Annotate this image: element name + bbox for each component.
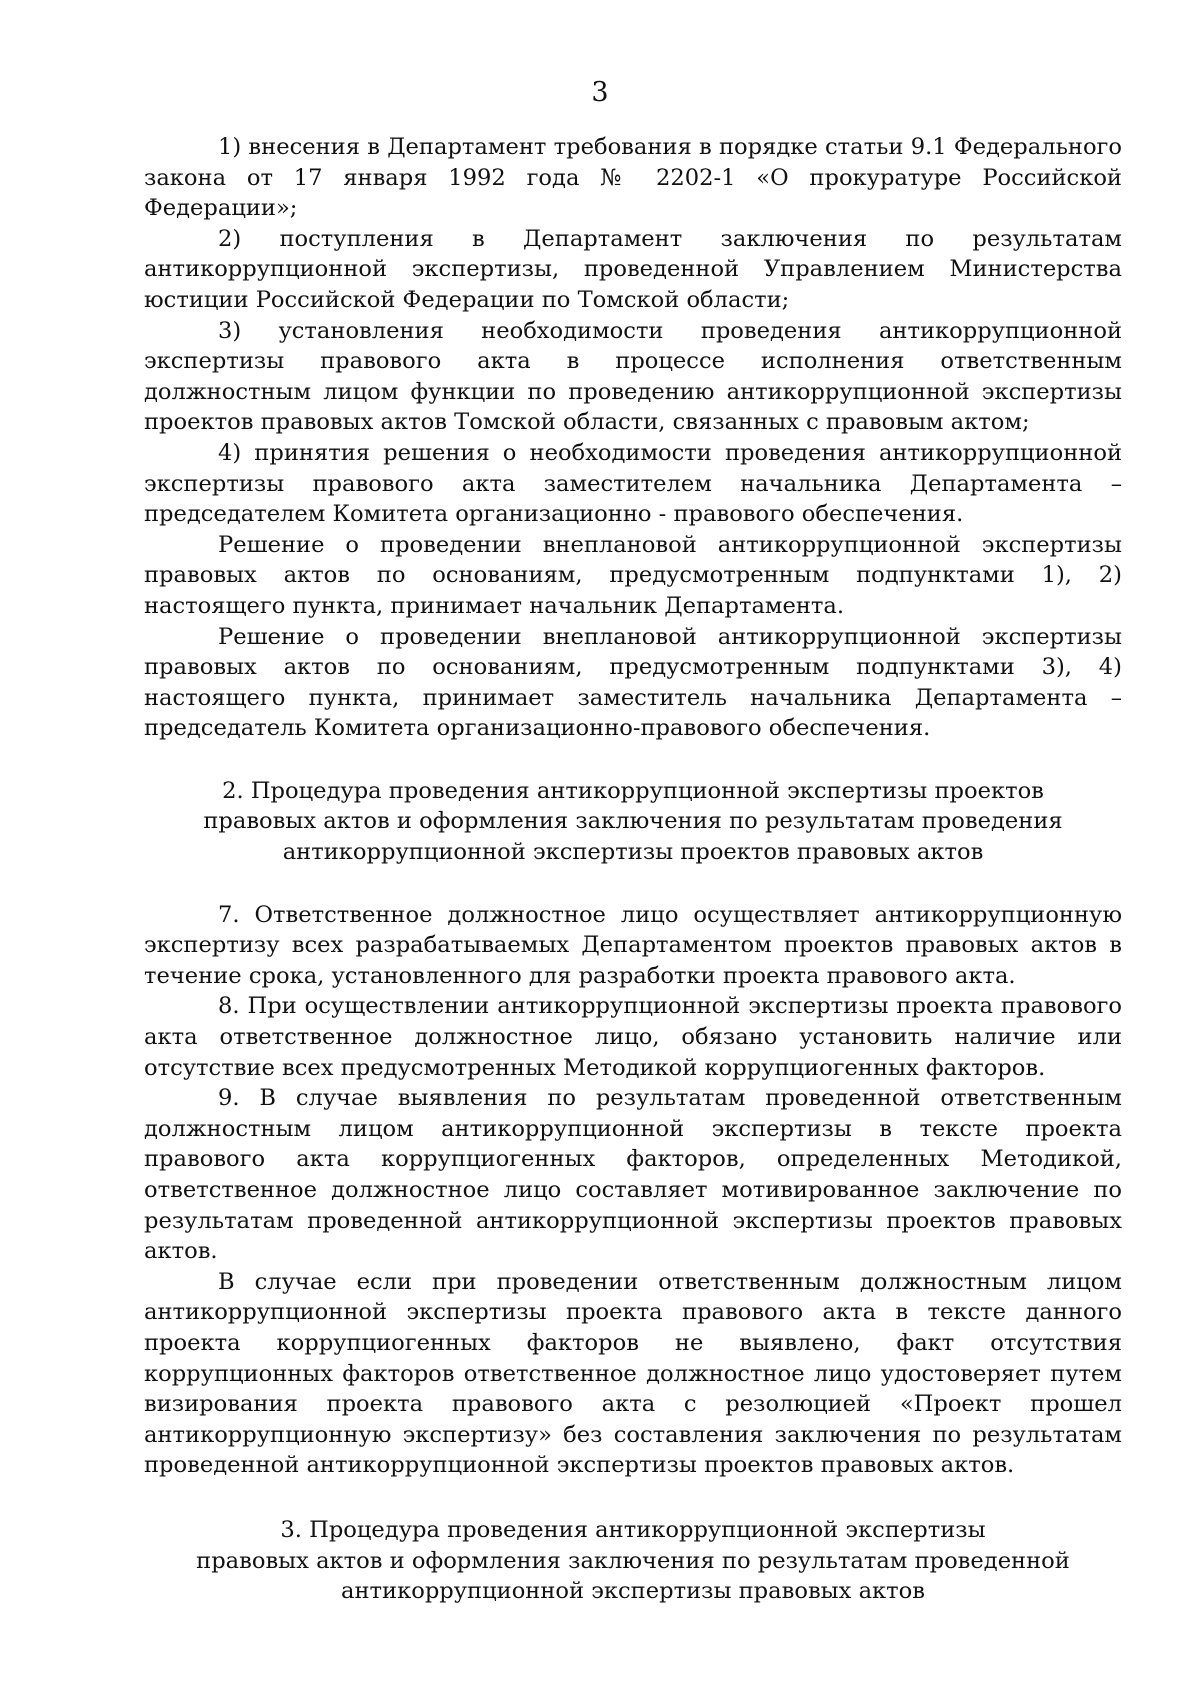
section-2-heading: [144, 776, 1122, 868]
decision-paragraph-1: Решение о проведении внеплановой антикоррупционной экспертизы правовых актов по основаниям, предусмотренным подпунктами 1), 2) настоящего пункта, принимает начальник Департамента.: [144, 531, 1122, 619]
section-2-heading-line: правовых актов и оформления заключения по результатам проведения: [203, 808, 1063, 835]
clause-9: 9. В случае выявления по результатам проведенной ответственным должностным лицом антикоррупционной экспертизы в тексте проекта правового акта коррупциогенных факторов, определенных Методикой, ответственное должностное лицо составляет мотивированное заключение по результатам проведенной антикоррупционной экспертизы проектов правовых актов.: [144, 1085, 1122, 1265]
list-item-2: 2) поступления в Департамент заключения по результатам антикоррупционной экспертизы, проведенной Управлением Министерства юстиции Российской Федерации по Томской области;: [144, 225, 1122, 313]
clause-8: 8. При осуществлении антикоррупционной экспертизы проекта правового акта ответственное должностное лицо, обязано установить наличие или отсутствие всех предусмотренных Методикой коррупциогенных факторов.: [144, 993, 1122, 1081]
section-2-heading-line: 2. Процедура проведения антикоррупционной экспертизы проектов: [222, 777, 1044, 804]
list-item-4: 4) принятия решения о необходимости проведения антикоррупционной экспертизы правового акта заместителем начальника Департамента – председателем Комитета организационно - правового обеспечения.: [144, 439, 1122, 528]
section-2-heading-line: антикоррупционной экспертизы проектов правовых актов: [282, 839, 984, 866]
section-3-heading-line: антикоррупционной экспертизы правовых актов: [341, 1578, 925, 1605]
clause-7: 7. Ответственное должностное лицо осуществляет антикоррупционную экспертизу всех разрабатываемых Департаментом проектов правовых актов в течение срока, установленного для разработки проекта правового акта.: [144, 901, 1122, 989]
section-3-heading-line: 3. Процедура проведения антикоррупционной экспертизы: [280, 1516, 986, 1543]
page-number: 3: [591, 77, 609, 108]
document-body: [144, 132, 1122, 1607]
decision-paragraph-2: Решение о проведении внеплановой антикоррупционной экспертизы правовых актов по основаниям, предусмотренным подпунктами 3), 4) настоящего пункта, принимает заместитель начальника Департамента – председатель Комитета организационно-правового обеспечения.: [144, 623, 1122, 742]
section-3-heading-line: правовых актов и оформления заключения по результатам проведенной: [196, 1547, 1070, 1574]
clause-9-continuation: В случае если при проведении ответственным должностным лицом антикоррупционной экспертизы проекта правового акта в тексте данного проекта коррупциогенных факторов не выявлено, факт отсутствия коррупционных факторов ответственное должностное лицо удостоверяет путем визирования проекта правового акта с резолюцией «Проект прошел антикоррупционную экспертизу» без составления заключения по результатам проведенной антикоррупционной экспертизы проектов правовых актов.: [144, 1268, 1122, 1479]
section-3-heading: [144, 1515, 1122, 1607]
list-item-3: 3) установления необходимости проведения антикоррупционной экспертизы правового акта в процессе исполнения ответственным должностным лицом функции по проведению антикоррупционной экспертизы проектов правовых актов Томской области, связанных с правовым актом;: [144, 317, 1122, 436]
list-item-1: 1) внесения в Департамент требования в порядке статьи 9.1 Федерального закона от 17 января 1992 года № 2202-1 «О прокуратуре Российской Федерации»;: [144, 134, 1122, 222]
